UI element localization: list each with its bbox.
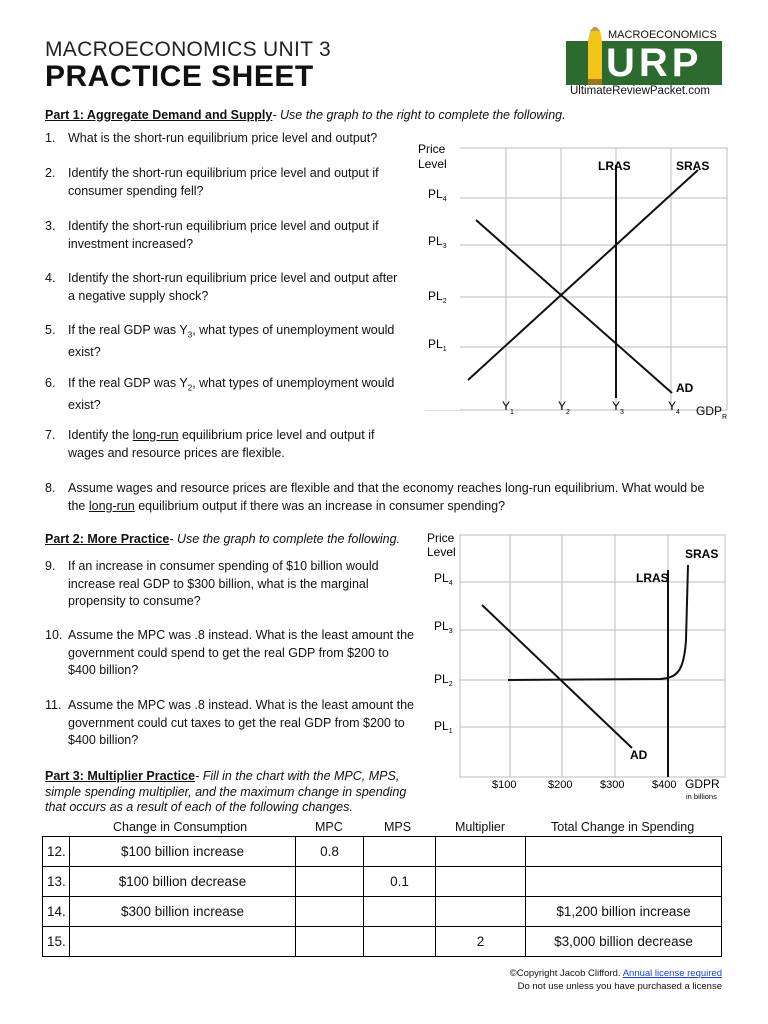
question-10: 10. Assume the MPC was .8 instead. What is the least amount the government could spend to get the real GDP from $200 to $400 billion? [45,628,414,677]
table-row [43,837,722,867]
graph2-x-tick: $200 [548,779,573,791]
graph2-sras-label: SRAS [685,547,719,561]
question-9: 9. If an increase in consumer spending of $10 billion would increase real GDP to $300 billion, what is the marginal propensity to consume? [45,559,379,608]
cell-mpc[interactable] [296,867,364,897]
col-header-mpc: MPC [315,820,343,834]
graph1-pl1: $PL_1$ [428,337,447,353]
cell-mps[interactable] [364,927,436,957]
copyright: ©Copyright Jacob Clifford. Annual license required [509,968,722,979]
urp-logo [566,27,722,99]
cell-multiplier[interactable] [436,837,526,867]
cell-total: $3,000 billion decrease [526,927,722,957]
graph1-pl2: $PL_2$ [428,289,447,305]
cell-multiplier[interactable] [436,897,526,927]
graph1-y3: $Y_3$ [612,399,624,416]
cell-multiplier[interactable] [436,867,526,897]
graph2-frame [460,535,725,777]
ad-as-graph-1 [410,140,740,425]
license-link[interactable]: Annual license required [622,968,722,979]
unit-title: MACROECONOMICS UNIT 3 [45,38,331,61]
part3-title: Part 3: Multiplier Practice [45,769,196,783]
part3-heading: Part 3: Multiplier Practice- Fill in the chart with the MPC, MPS, simple spending multiplier, and the maximum change in spending that occurs as a result of each of the following changes. [45,769,407,814]
part2-heading [45,532,400,546]
question-8: 8. Assume wages and resource prices are flexible and that the economy reaches long-run equilibrium. What would be the long-run equilibrium output if there was an increase in consumer spending? [45,481,705,513]
part1-title: Part 1: Aggregate Demand and Supply [45,108,273,122]
cell-mpc[interactable]: 0.8 [296,837,364,867]
graph1-y-title: Price [418,142,446,156]
graph2-pl1: $PL_1$ [434,719,453,735]
col-header-total: Total Change in Spending [551,820,695,834]
part3-instruction: - Fill in the chart with the MPC, MPS, [195,769,400,783]
cell-total[interactable] [526,867,722,897]
logo-url: UltimateReviewPacket.com [570,85,710,97]
graph1-pl3: $PL_3$ [428,234,447,250]
question-4: 4. Identify the short-run equilibrium price level and output after a negative supply shock? [45,271,398,303]
graph2-x-tick: $400 [652,779,677,791]
row-number: 13. [43,867,70,897]
cell-change: $300 billion increase [70,897,296,927]
col-header-change: Change in Consumption [113,820,248,834]
cell-change: $100 billion decrease [70,867,296,897]
cell-change[interactable] [70,927,296,957]
graph1-sras-label: SRAS [676,159,710,173]
question-5: 5. If the real GDP was $Y_3$, what types of unemployment would exist? [45,323,395,359]
table-row [43,897,722,927]
graph2-x-tick: $300 [600,779,625,791]
col-header-multiplier: Multiplier [455,820,506,834]
graph2-lras-label: LRAS [636,571,669,585]
graph1-lras-label: LRAS [598,159,631,173]
row-number: 14. [43,897,70,927]
row-number: 12. [43,837,70,867]
graph1-pl4: $PL_4$ [428,187,447,203]
logo-letters: URP [606,41,703,85]
graph2-pl2: $PL_2$ [434,672,453,688]
graph2-x-title: GDPR [685,777,720,791]
part2-instruction: - Use the graph to complete the following. [169,532,401,546]
graph1-label-mask [410,140,460,410]
ad-as-graph-2 [420,530,740,805]
cell-total[interactable]: $1,200 billion increase [526,897,722,927]
cell-mpc[interactable] [296,897,364,927]
graph1-ad-label: AD [676,381,694,395]
graph1-y4: $Y_4$ [668,399,680,416]
graph1-y1: $Y_1$ [502,399,514,416]
multiplier-table [42,836,722,957]
graph1-y2: $Y_2$ [558,399,570,416]
question-2: 2. Identify the short-run equilibrium price level and output if consumer spending fell? [45,166,379,198]
graph1-frame [426,148,727,410]
part1-heading [45,108,566,122]
cell-multiplier: 2 [436,927,526,957]
part2-title: Part 2: More Practice [45,532,170,546]
row-number: 15. [43,927,70,957]
license-notice: Do not use unless you have purchased a license [517,981,722,992]
graph2-x-tick: $100 [492,779,517,791]
table-row [43,867,722,897]
graph1-x-title: $GDP_R$ [696,404,728,421]
col-header-mps: MPS [384,820,412,834]
question-6: 6. If the real GDP was $Y_2$, what types of unemployment would exist? [45,376,395,412]
question-3: 3. Identify the short-run equilibrium price level and output if investment increased? [45,219,379,251]
question-1: 1. What is the short-run equilibrium price level and output? [45,131,378,145]
graph2-pl4: $PL_4$ [434,571,453,587]
graph2-y-title: Level [427,545,456,559]
graph2-pl3: $PL_3$ [434,619,453,635]
logo-top-text: MACROECONOMICS [608,29,717,41]
part1-instruction: - Use the graph to the right to complete the following. [272,108,566,122]
sheet-title: PRACTICE SHEET [45,60,314,93]
cell-mps[interactable]: 0.1 [364,867,436,897]
graph2-ad-label: AD [630,748,648,762]
cell-change: $100 billion increase [70,837,296,867]
question-11: 11. Assume the MPC was .8 instead. What is the least amount the government could cut taxes to get the real GDP from $200 to $400 billion? [45,698,414,747]
table-row [43,927,722,957]
graph2-x-note: in billions [686,792,717,801]
graph1-y-title: Level [418,157,447,171]
cell-mpc[interactable] [296,927,364,957]
graph2-y-title: Price [427,531,455,545]
cell-mps[interactable] [364,897,436,927]
cell-mps[interactable] [364,837,436,867]
cell-total[interactable] [526,837,722,867]
question-7: 7. Identify the long-run equilibrium price level and output if wages and resource prices are flexible. [45,428,375,460]
